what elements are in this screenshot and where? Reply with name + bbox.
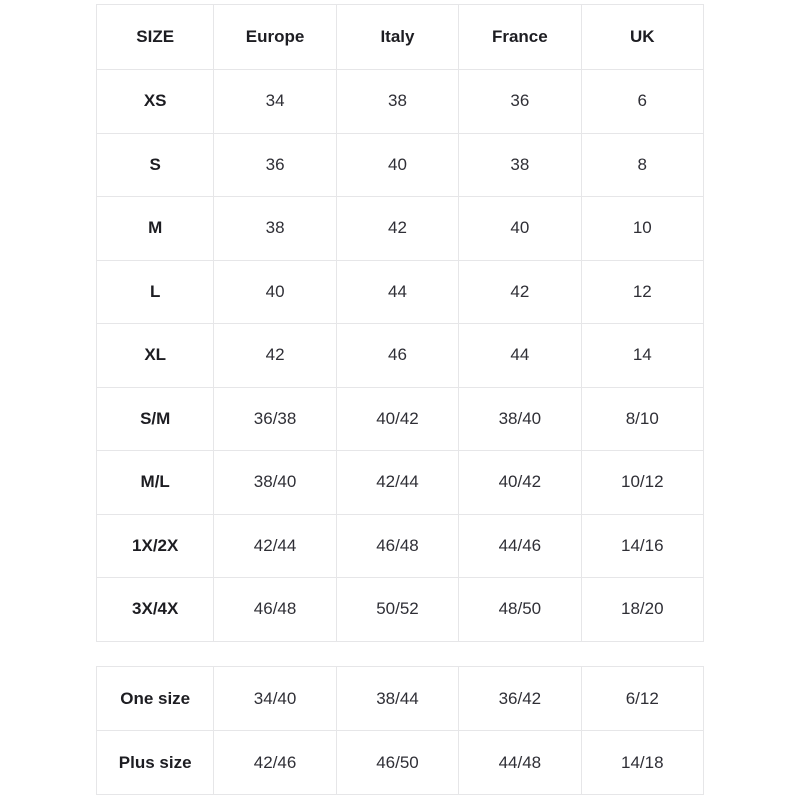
table-header-row — [97, 5, 704, 70]
cell-italy: 42/44 — [336, 451, 458, 515]
cell-france: 40 — [459, 197, 581, 261]
cell-italy: 50/52 — [336, 578, 458, 642]
row-label: 3X/4X — [97, 578, 214, 642]
cell-france: 36 — [459, 70, 581, 134]
column-header-france: France — [459, 5, 581, 70]
row-label: XL — [97, 324, 214, 388]
cell-france: 38/40 — [459, 387, 581, 451]
cell-france: 44/48 — [459, 731, 581, 795]
cell-europe: 36 — [214, 133, 336, 197]
cell-europe: 34 — [214, 70, 336, 134]
cell-europe: 42/44 — [214, 514, 336, 578]
cell-italy: 42 — [336, 197, 458, 261]
table-header — [97, 5, 704, 70]
one-size-table-wrap — [96, 666, 704, 795]
cell-france: 40/42 — [459, 451, 581, 515]
cell-uk: 12 — [581, 260, 703, 324]
cell-italy: 46 — [336, 324, 458, 388]
table-row — [97, 578, 704, 642]
table-body — [97, 667, 704, 795]
table-row — [97, 197, 704, 261]
cell-uk: 6/12 — [581, 667, 703, 731]
column-header-size: SIZE — [97, 5, 214, 70]
cell-france: 38 — [459, 133, 581, 197]
cell-uk: 14/18 — [581, 731, 703, 795]
size-conversion-table-wrap — [96, 4, 704, 642]
table-row — [97, 667, 704, 731]
cell-europe: 46/48 — [214, 578, 336, 642]
row-label: Plus size — [97, 731, 214, 795]
table-row — [97, 731, 704, 795]
table-row — [97, 70, 704, 134]
row-label: One size — [97, 667, 214, 731]
cell-europe: 42 — [214, 324, 336, 388]
row-label: S/M — [97, 387, 214, 451]
cell-italy: 40/42 — [336, 387, 458, 451]
cell-italy: 38 — [336, 70, 458, 134]
row-label: L — [97, 260, 214, 324]
one-size-table — [96, 666, 704, 795]
table-row — [97, 387, 704, 451]
cell-france: 36/42 — [459, 667, 581, 731]
cell-uk: 8/10 — [581, 387, 703, 451]
table-row — [97, 324, 704, 388]
cell-italy: 44 — [336, 260, 458, 324]
cell-europe: 38 — [214, 197, 336, 261]
cell-europe: 42/46 — [214, 731, 336, 795]
cell-uk: 14 — [581, 324, 703, 388]
cell-uk: 14/16 — [581, 514, 703, 578]
table-body — [97, 70, 704, 642]
column-header-europe: Europe — [214, 5, 336, 70]
row-label: S — [97, 133, 214, 197]
table-row — [97, 260, 704, 324]
cell-italy: 38/44 — [336, 667, 458, 731]
cell-france: 42 — [459, 260, 581, 324]
cell-france: 44 — [459, 324, 581, 388]
cell-uk: 6 — [581, 70, 703, 134]
cell-france: 44/46 — [459, 514, 581, 578]
cell-uk: 10 — [581, 197, 703, 261]
cell-europe: 36/38 — [214, 387, 336, 451]
cell-europe: 38/40 — [214, 451, 336, 515]
cell-italy: 46/48 — [336, 514, 458, 578]
row-label: XS — [97, 70, 214, 134]
table-row — [97, 133, 704, 197]
row-label: M/L — [97, 451, 214, 515]
row-label: M — [97, 197, 214, 261]
cell-italy: 40 — [336, 133, 458, 197]
size-conversion-table — [96, 4, 704, 642]
table-row — [97, 451, 704, 515]
cell-uk: 18/20 — [581, 578, 703, 642]
column-header-uk: UK — [581, 5, 703, 70]
cell-uk: 10/12 — [581, 451, 703, 515]
cell-france: 48/50 — [459, 578, 581, 642]
cell-italy: 46/50 — [336, 731, 458, 795]
row-label: 1X/2X — [97, 514, 214, 578]
cell-europe: 40 — [214, 260, 336, 324]
cell-europe: 34/40 — [214, 667, 336, 731]
table-row — [97, 514, 704, 578]
cell-uk: 8 — [581, 133, 703, 197]
column-header-italy: Italy — [336, 5, 458, 70]
